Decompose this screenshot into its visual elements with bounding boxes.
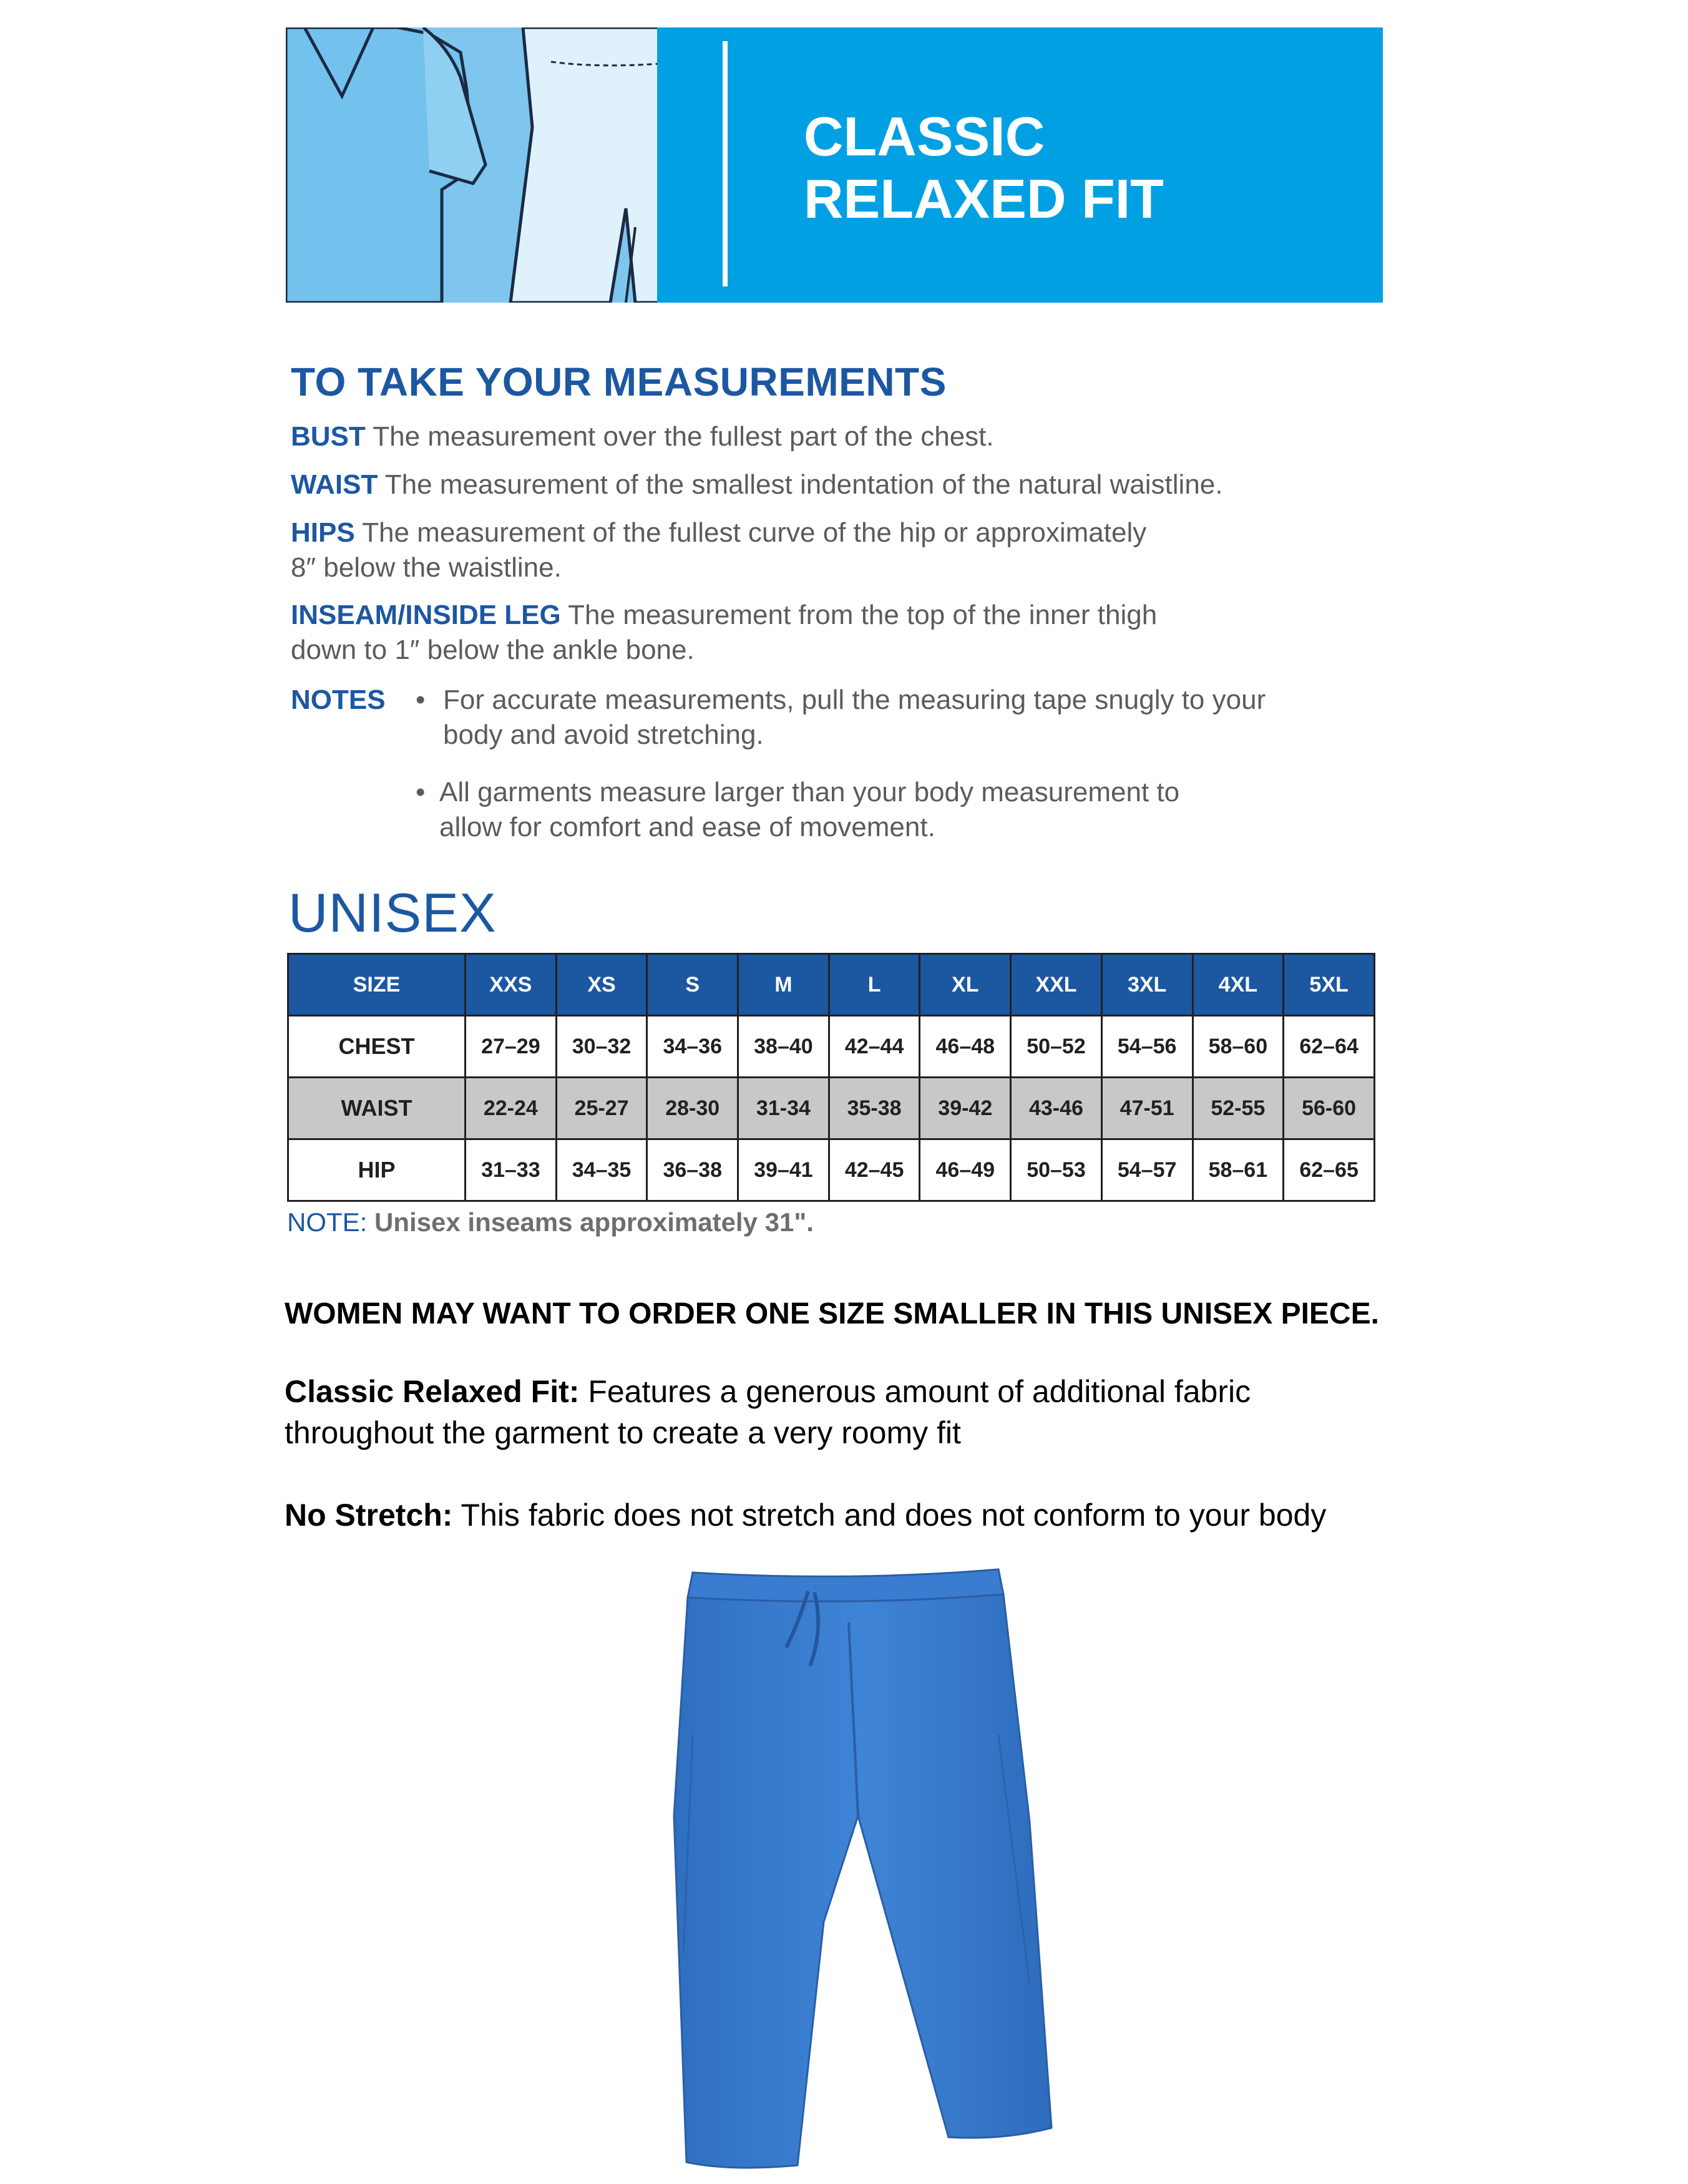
bust-text: The measurement over the fullest part of the chest. [373,421,994,452]
table-cell: 28-30 [647,1078,738,1139]
header-cell: 4XL [1193,954,1284,1016]
scrubs-illustration [286,27,660,303]
bullet-icon: • [416,777,426,807]
bullet-icon: • [416,685,426,715]
table-cell: 62–65 [1284,1139,1375,1201]
note-item [416,775,1414,850]
hips-text-line-2: 8″ below the waistline. [291,552,562,583]
table-cell: 50–53 [1011,1139,1102,1201]
table-row-hip [288,1139,1375,1201]
header-cell: XL [920,954,1011,1016]
row-label: WAIST [288,1078,466,1139]
fit-term: Classic Relaxed Fit: [285,1374,580,1409]
scrub-pants-image [599,1548,1073,2178]
stretch-text: This fabric does not stretch and does not conform to your body [461,1498,1327,1533]
inseam-term: INSEAM/INSIDE LEG [291,600,561,630]
fit-text-line-2: throughout the garment to create a very roomy fit [285,1415,961,1450]
table-cell: 31–33 [466,1139,557,1201]
inseam-text-line-1: The measurement from the top of the inner thigh [568,600,1158,630]
banner-divider [723,41,728,286]
stretch-description [285,1494,1470,1536]
inseam-text-line-2: down to 1″ below the ankle bone. [291,635,695,665]
table-cell: 54–56 [1101,1016,1193,1078]
table-cell: 42–45 [829,1139,920,1201]
table-cell: 39–41 [738,1139,829,1201]
table-cell: 34–36 [647,1016,738,1078]
inseam-note-label: NOTE: [287,1207,368,1237]
table-cell: 38–40 [738,1016,829,1078]
table-cell: 43-46 [1011,1078,1102,1139]
waist-term: WAIST [291,469,378,500]
header-cell: XXL [1011,954,1102,1016]
inseam-note-text: Unisex inseams approximately 31". [374,1207,814,1237]
table-cell: 35-38 [829,1078,920,1139]
waist-definition [291,467,1223,502]
header-cell: SIZE [288,954,466,1016]
measurements-heading: TO TAKE YOUR MEASUREMENTS [291,359,947,404]
row-label: CHEST [288,1016,466,1078]
header-cell: S [647,954,738,1016]
table-cell: 46–49 [920,1139,1011,1201]
table-cell: 22-24 [466,1078,557,1139]
size-header-row [288,954,1375,1016]
fit-description [285,1371,1470,1453]
stretch-term: No Stretch: [285,1498,453,1533]
notes-label: NOTES [291,685,386,715]
table-cell: 54–57 [1101,1139,1193,1201]
table-cell: 36–38 [647,1139,738,1201]
inseam-note [287,1207,814,1237]
table-cell: 34–35 [556,1139,647,1201]
table-cell: 58–60 [1193,1016,1284,1078]
banner-title-line-2: RELAXED FIT [804,168,1164,230]
note-line-2: body and avoid stretching. [443,719,764,750]
sizing-warning: WOMEN MAY WANT TO ORDER ONE SIZE SMALLER IN THIS UNISEX PIECE. [285,1297,1379,1330]
table-cell: 30–32 [556,1016,647,1078]
table-cell: 47-51 [1101,1078,1193,1139]
banner-title [804,105,1164,230]
note-line-1: For accurate measurements, pull the measuring tape snugly to your [443,685,1266,715]
size-chart-table [287,953,1375,1202]
table-cell: 58–61 [1193,1139,1284,1201]
table-cell: 31-34 [738,1078,829,1139]
inseam-definition [291,598,1157,668]
table-cell: 42–44 [829,1016,920,1078]
hips-term: HIPS [291,517,355,548]
note-line-1: All garments measure larger than your body measurement to [439,777,1180,807]
table-row-chest [288,1016,1375,1078]
header-cell: XS [556,954,647,1016]
banner-title-line-1: CLASSIC [804,105,1045,167]
note-item [416,683,1414,758]
table-cell: 25-27 [556,1078,647,1139]
table-cell: 46–48 [920,1016,1011,1078]
bust-term: BUST [291,421,366,452]
fit-text-line-1: Features a generous amount of additional fabric [588,1374,1251,1409]
hips-text-line-1: The measurement of the fullest curve of the hip or approximately [362,517,1147,548]
header-cell: 3XL [1101,954,1193,1016]
bust-definition [291,419,994,454]
header-cell: 5XL [1284,954,1375,1016]
header-cell: M [738,954,829,1016]
table-cell: 27–29 [466,1016,557,1078]
hero-banner [286,27,1383,303]
table-row-waist [288,1078,1375,1139]
table-cell: 56-60 [1284,1078,1375,1139]
table-cell: 39-42 [920,1078,1011,1139]
header-cell: L [829,954,920,1016]
header-cell: XXS [466,954,557,1016]
waist-text: The measurement of the smallest indentation of the natural waistline. [384,469,1223,500]
row-label: HIP [288,1139,466,1201]
table-cell: 52-55 [1193,1078,1284,1139]
unisex-title: UNISEX [288,882,497,943]
note-line-2: allow for comfort and ease of movement. [439,812,935,842]
table-cell: 50–52 [1011,1016,1102,1078]
table-cell: 62–64 [1284,1016,1375,1078]
hips-definition [291,515,1146,585]
